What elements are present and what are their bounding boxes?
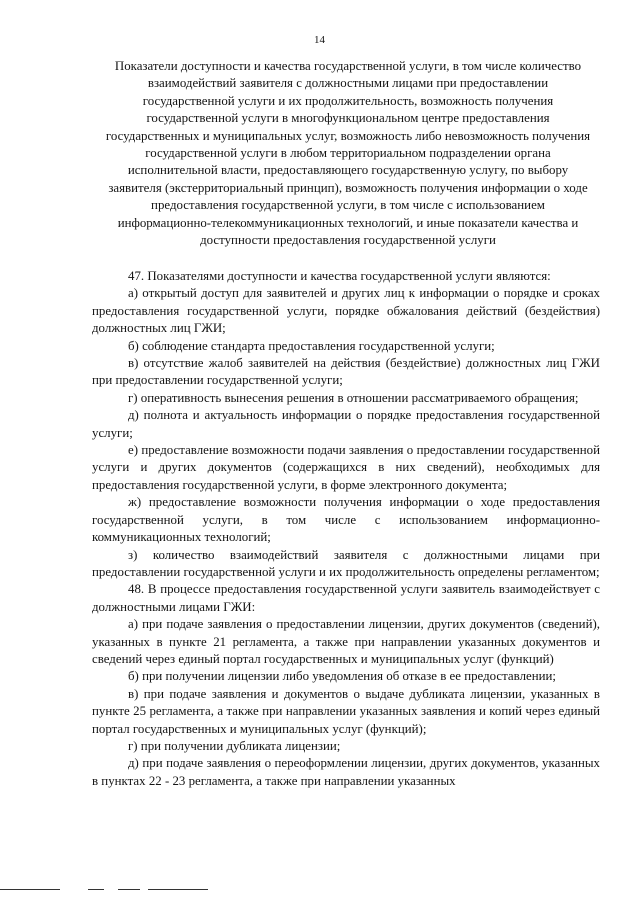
- paragraph-47-d: д) полнота и актуальность информации о порядке предоставления государственной услуги;: [92, 408, 600, 440]
- page-number: 14: [314, 34, 325, 46]
- paragraph-48-v: в) при подаче заявления и документов о выдаче дубликата лицензии, указанных в пункте 25 регламента, а также при направлении указанных заявления и копий через единый портал государственных и муниципальных услуг (функций);: [92, 686, 600, 736]
- paragraph-48: 48. В процессе предоставления государственной услуги заявитель взаимодействует с должностными лицами ГЖИ:: [92, 582, 600, 614]
- section-heading: Показатели доступности и качества государственной услуги, в том числе количество взаимодействий заявителя с должностными лицами при предоставлении государственной услуги и их продолжительность, возможность получения государственной услуги в многофункциональном центре предоставления государственных и муниципальных услуг, возможность либо невозможность получения государственной услуги в любом территориальном подразделении органа исполнительной власти, предоставляющего государственную услугу, по выбору заявителя (экстерриториальный принцип), возможность получения информации о ходе предоставления государственной услуги, в том числе с использованием информационно-телекоммуникационных технологий, и иные показатели качества и доступности предоставления государственной услуги: [105, 59, 591, 248]
- paragraph-48-g: г) при получении дубликата лицензии;: [128, 738, 341, 753]
- scan-artifact-lines: [0, 889, 639, 893]
- document-body: [92, 268, 600, 790]
- paragraph-47-zh: ж) предоставление возможности получения информации о ходе предоставления государственной услуги, в том числе с использованием информационно-коммуникационных технологий;: [92, 495, 600, 545]
- paragraph-48-d: д) при подаче заявления о переоформлении лицензии, других документов, указанных в пунктах 22 - 23 регламента, а также при направлении указанных: [92, 756, 600, 788]
- paragraph-48-b: б) при получении лицензии либо уведомления об отказе в ее предоставлении;: [128, 669, 556, 684]
- paragraph-47: 47. Показателями доступности и качества государственной услуги являются:: [128, 269, 551, 283]
- paragraph-47-e: е) предоставление возможности подачи заявления о предоставлении государственной услуги и других документов (содержащихся в них сведений), необходимых для предоставления государственной услуги, в форме электронного документа;: [92, 443, 600, 492]
- paragraph-48-a: а) при подаче заявления о предоставлении лицензии, других документов (сведений), указанных в пункте 21 регламента, а также при направлении указанных документов и сведений через единый портал государственных и муниципальных услуг (функций): [92, 617, 600, 666]
- paragraph-47-a: а) открытый доступ для заявителей и других лиц к информации о порядке и сроках предоставления государственной услуги, порядке обжалования действий (бездействия) должностных лиц ГЖИ;: [92, 286, 600, 336]
- paragraph-47-b: б) соблюдение стандарта предоставления государственной услуги;: [128, 338, 495, 353]
- paragraph-47-v: в) отсутствие жалоб заявителей на действия (бездействие) должностных лиц ГЖИ при предоставлении государственной услуги;: [92, 356, 600, 388]
- paragraph-47-z: з) количество взаимодействий заявителя с должностными лицами при предоставлении государственной услуги и их продолжительность определены регламентом;: [92, 547, 600, 579]
- paragraph-47-g: г) оперативность вынесения решения в отношении рассматриваемого обращения;: [128, 390, 579, 405]
